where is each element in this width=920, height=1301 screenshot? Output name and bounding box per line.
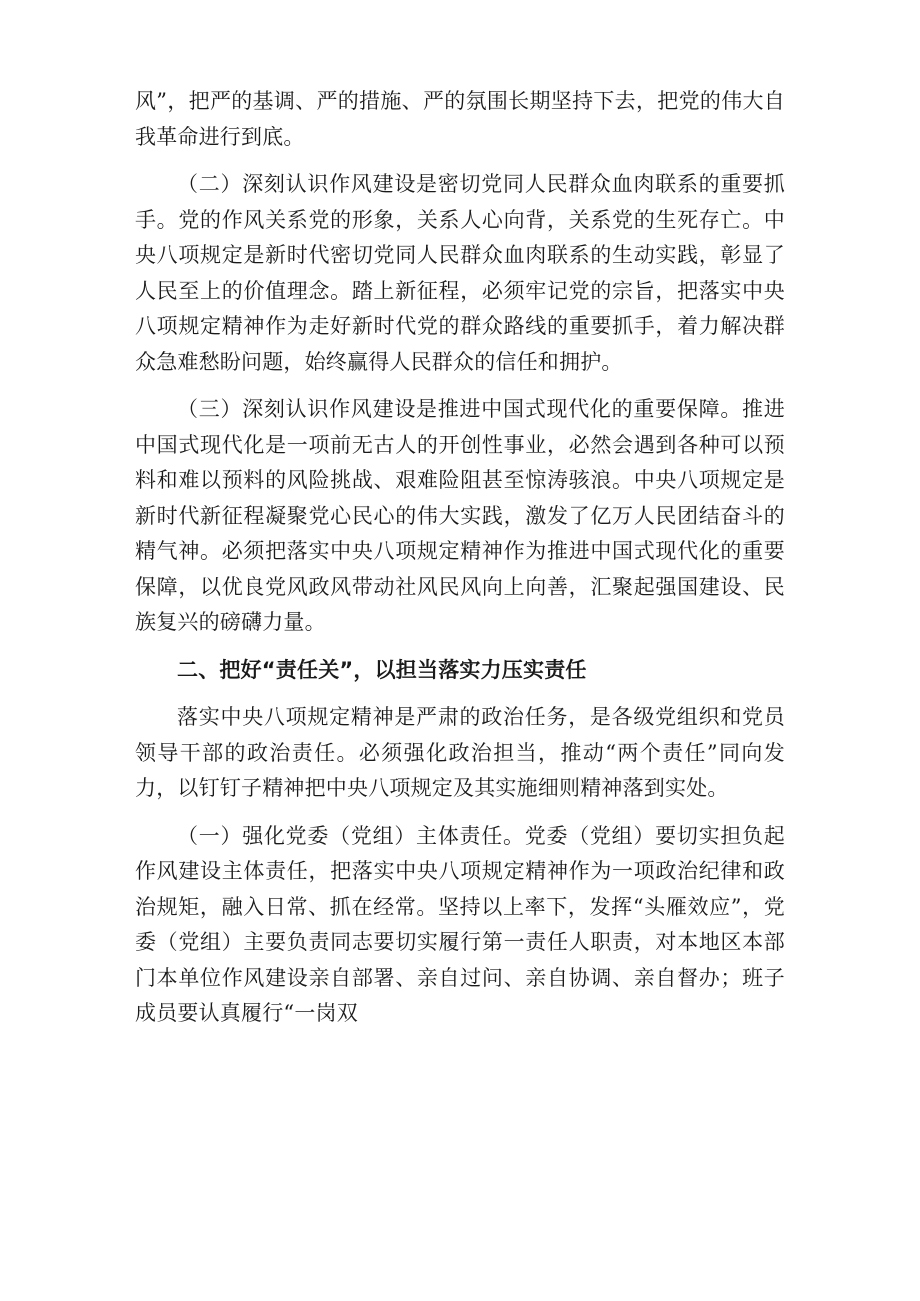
section-heading: 二、把好“责任关”，以担当落实力压实责任 <box>177 657 587 682</box>
paragraph-section-1: （一）强化党委（党组）主体责任。党委（党组）要切实担负起作风建设主体责任，把落实中央八项规定精神作为一项政治纪律和政治规矩，融入日常、抓在经常。坚持以上率下，发挥“头雁效应”，党委（党组）主要负责同志要切实履行第一责任人职责，对本地区本部门本单位作风建设亲自部署、亲自过问、亲自协调、亲自督办；班子成员要认真履行“一岗双 <box>135 823 785 1025</box>
paragraph-continuation: 风”，把严的基调、严的措施、严的氛围长期坚持下去，把党的伟大自我革命进行到底。 <box>135 89 785 149</box>
paragraph-section-3: （三）深刻认识作风建设是推进中国式现代化的重要保障。推进中国式现代化是一项前无古人的开创性事业，必然会遇到各种可以预料和难以预料的风险挑战、艰难险阻甚至惊涛骇浪。中央八项规定是新时代新征程凝聚党心民心的伟大实践，激发了亿万人民团结奋斗的精气神。必须把落实中央八项规定精神作为推进中国式现代化的重要保障，以优良党风政风带动社风民风向上向善，汇聚起强国建设、民族复兴的磅礴力量。 <box>135 397 785 634</box>
document-body <box>135 84 785 1032</box>
paragraph-section-2: （二）深刻认识作风建设是密切党同人民群众血肉联系的重要抓手。党的作风关系党的形象，关系人心向背，关系党的生死存亡。中央八项规定是新时代密切党同人民群众血肉联系的生动实践，彰显了人民至上的价值理念。踏上新征程，必须牢记党的宗旨，把落实中央八项规定精神作为走好新时代党的群众路线的重要抓手，着力解决群众急难愁盼问题，始终赢得人民群众的信任和拥护。 <box>135 172 785 374</box>
paragraph-intro: 落实中央八项规定精神是严肃的政治任务，是各级党组织和党员领导干部的政治责任。必须强化政治担当，推动“两个责任”同向发力，以钉钉子精神把中央八项规定及其实施细则精神落到实处。 <box>135 705 785 800</box>
